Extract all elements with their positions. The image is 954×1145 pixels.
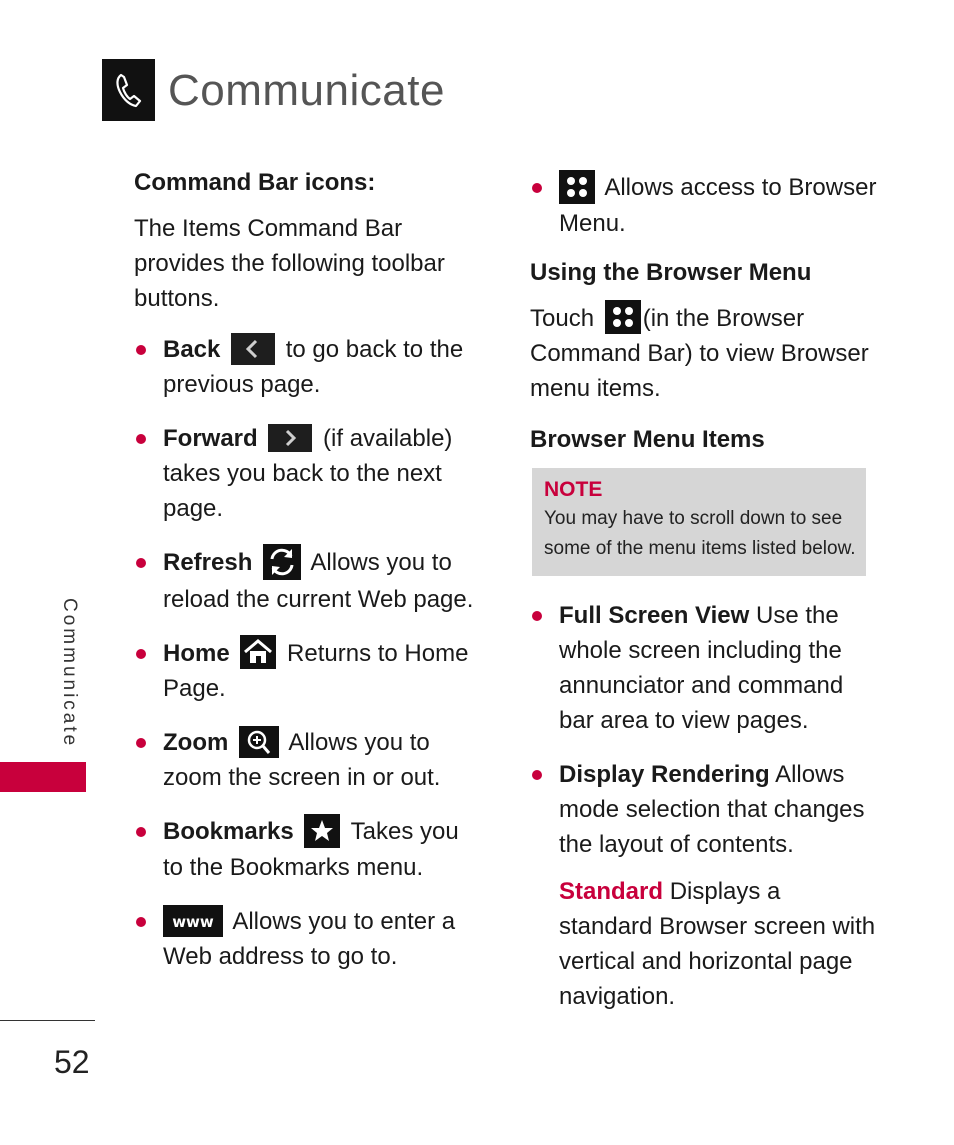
term-back: Back (163, 336, 221, 363)
page-number: 52 (54, 1044, 90, 1080)
section-tab-marker (0, 762, 86, 792)
desc-bookmarks: Takes you to the Bookmarks menu. (163, 818, 459, 881)
term-refresh: Refresh (163, 549, 253, 576)
browser-menu-items-heading: Browser Menu Items (530, 426, 765, 454)
www-icon-label: www (172, 912, 214, 931)
back-arrow-icon (231, 333, 275, 365)
home-icon (240, 635, 276, 669)
desc-refresh: Allows you to reload the current Web page. (163, 549, 474, 613)
list-item-menu (530, 170, 880, 241)
list-item-forward (134, 421, 479, 526)
desc-back: to go back to the previous page. (163, 336, 464, 398)
forward-arrow-icon (268, 424, 312, 452)
list-item-home (134, 636, 479, 707)
touch-text-before: Touch (530, 304, 595, 332)
term-zoom: Zoom (163, 729, 229, 757)
left-column (134, 165, 479, 993)
term-bookmarks: Bookmarks (163, 818, 294, 846)
desc-display-rendering: Allows mode selection that changes the layout of contents. (559, 761, 865, 859)
desc-menu: Allows access to Browser Menu. (559, 174, 877, 237)
page-title: Communicate (168, 66, 445, 115)
section-side-label: Communicate (59, 598, 80, 749)
touch-instructions (530, 301, 880, 407)
command-bar-intro: The Items Command Bar provides the following toolbar buttons. (134, 215, 445, 312)
desc-home: Returns to Home Page. (163, 639, 469, 703)
desc-zoom: Allows you to zoom the screen in or out. (163, 729, 441, 792)
menu-grid-icon (559, 170, 595, 204)
term-standard: Standard (559, 878, 664, 906)
standard-mode-description (530, 874, 880, 1014)
right-column (530, 170, 880, 1014)
touch-text-after: (in the Browser Command Bar) to view Browser menu items. (530, 304, 869, 403)
list-item-refresh (134, 545, 479, 617)
note-title: NOTE (544, 478, 603, 502)
term-home: Home (163, 639, 230, 667)
desc-www: Allows you to enter a Web address to go to. (163, 907, 456, 970)
menu-grid-icon (605, 300, 641, 334)
desc-standard: Displays a standard Browser screen with vertical and horizontal page navigation. (559, 878, 876, 1011)
zoom-icon (239, 726, 279, 758)
list-item-bookmarks (134, 814, 479, 885)
list-item-display-rendering (530, 757, 880, 862)
note-box (532, 468, 866, 576)
term-forward: Forward (163, 425, 258, 452)
term-display-rendering: Display Rendering (559, 761, 770, 789)
list-item-zoom (134, 725, 479, 795)
www-icon (163, 905, 223, 937)
desc-full-screen: Use the whole screen including the annunciator and command bar area to view pages. (559, 602, 844, 735)
star-icon (304, 814, 340, 848)
using-browser-menu-heading: Using the Browser Menu (530, 258, 812, 286)
list-item-back (134, 332, 479, 402)
note-text: You may have to scroll down to see some of the menu items listed below. (544, 508, 856, 560)
command-bar-heading: Command Bar icons: (134, 169, 376, 196)
footer-divider (0, 1020, 95, 1021)
list-item-www (134, 904, 479, 974)
desc-forward: (if available) takes you back to the next page. (163, 425, 453, 522)
term-full-screen: Full Screen View (559, 602, 750, 630)
phone-icon (102, 59, 155, 121)
refresh-icon (263, 544, 301, 580)
list-item-full-screen (530, 598, 880, 738)
